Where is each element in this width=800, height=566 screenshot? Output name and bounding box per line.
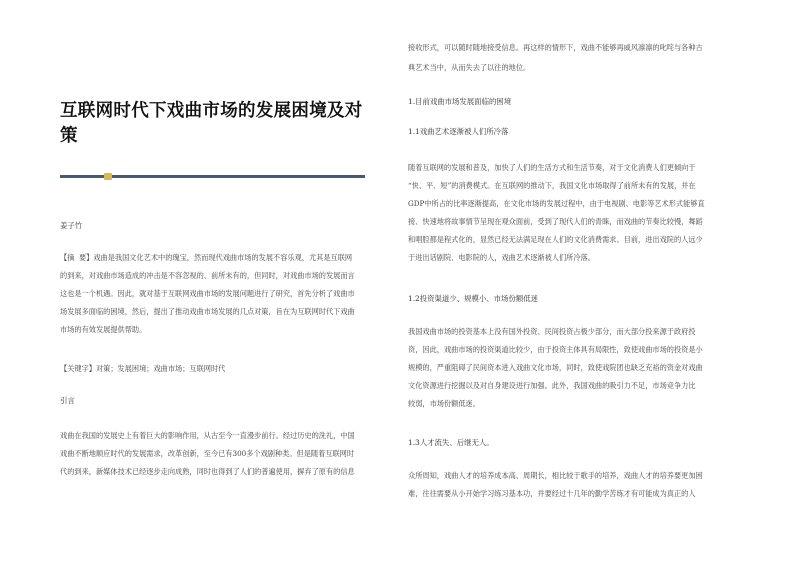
paragraph-line: 随着互联网的发展和普及，加快了人们的生活方式和生活节奏，对于文化消费人们更倾向于 bbox=[408, 163, 696, 172]
paragraph-line: 典艺术当中，从而失去了以往的地位。 bbox=[408, 63, 531, 72]
section-heading: 1.目前戏曲市场发展面临的困境 bbox=[408, 97, 512, 106]
left-column bbox=[60, 0, 370, 566]
abstract-line: 市场的有效发展提供帮助。 bbox=[60, 325, 147, 334]
paragraph-line: 接收形式，可以随时随地接受信息。再这样的情形下，戏曲不能够再威风凛凛的叱咤与各种古 bbox=[408, 43, 703, 52]
abstract-line: 这也是一个机遇。因此，就对基于互联网戏曲市场的发展问题进行了研究，首先分析了戏曲市 bbox=[60, 289, 355, 298]
paragraph-line: 于进出话剧院、电影院的人，戏曲艺术逐渐被人们所冷落。 bbox=[408, 253, 595, 262]
paragraph-line: 难，往往需要从小开始学习练习基本功，并要经过十几年的勤学苦练才有可能成为真正的人 bbox=[408, 489, 696, 498]
paragraph-line: 和唱腔都是程式化的，显然已经无法满足现在人们的文化消费需求。目前，进出戏院的人远少 bbox=[408, 235, 703, 244]
title-divider-accent bbox=[104, 173, 112, 180]
abstract-line: 【摘 要】戏曲是我国文化艺术中的瑰宝，然而现代戏曲市场的发展不容乐观，尤其是互联网 bbox=[60, 253, 353, 262]
paragraph-line: 众所周知，戏曲人才的培养成本高、周期长，相比较于歌手的培养，戏曲人才的培养要更加困 bbox=[408, 471, 703, 480]
intro-heading: 引言 bbox=[60, 396, 75, 405]
paragraph-line: 资，因此，戏曲市场的投资渠道比较少，由于投资主体具有局限性，致使戏曲市场的投资是小 bbox=[408, 345, 703, 354]
intro-line: 戏曲在我国的发展史上有着巨大的影响作用，从古至今一直漫步前行。经过历史的洗礼，中国 bbox=[60, 431, 355, 440]
abstract-line: 场发展多面临的困境，然后，提出了推动戏曲市场发展的几点对策，旨在为互联网时代下戏曲 bbox=[60, 307, 355, 316]
subsection-heading: 1.2投资渠道少、规模小、市场份额低迷 bbox=[408, 294, 539, 303]
paragraph-line: GDP中所占的比率逐渐提高，在文化市场的发展过程中，由于电视剧、电影等艺术形式能够直 bbox=[408, 199, 705, 208]
paragraph-line: “快、平、短”的消费模式。在互联网的推动下，我国文化市场取得了前所未有的发展，并在 bbox=[408, 181, 696, 190]
paper-title: 互联网时代下戏曲市场的发展困境及对策 bbox=[60, 101, 363, 146]
intro-line: 代的到来，新媒体技术已经逐步走向成熟，同时也得到了人们的普遍使用，摒弃了原有的信息 bbox=[60, 467, 355, 476]
keywords-line: 【关键字】对策；发展困境；戏曲市场；互联网时代 bbox=[60, 364, 226, 373]
paragraph-line: 接、快速地将故事情节呈现在观众面前，受到了现代人们的青睐，而戏曲的节奏比较慢，舞蹈 bbox=[408, 217, 703, 226]
paragraph-line: 文化资源进行挖掘以及对自身建设进行加强。此外，我国戏曲的吸引力不足，市场竞争力比 bbox=[408, 381, 696, 390]
subsection-heading: 1.3人才流失、后继无人。 bbox=[408, 438, 494, 447]
subsection-heading: 1.1戏曲艺术逐渐被人们所冷落 bbox=[408, 127, 509, 136]
paragraph-line: 较弱，市场份额低迷。 bbox=[408, 399, 480, 408]
abstract-line: 的到来，对戏曲市场造成的冲击是不容忽视的、前所未有的，但同时，对戏曲市场的发展而言 bbox=[60, 271, 355, 280]
paragraph-line: 规模的，严重阻碍了民间资本进入戏曲文化市场，同时，致使戏院团也缺乏充裕的资金对戏曲 bbox=[408, 363, 703, 372]
author-name: 姜子竹 bbox=[60, 221, 83, 230]
paragraph-line: 我国戏曲市场的投资基本上没有国外投资、民间投资占极少部分，而大部分投来源于政府投 bbox=[408, 327, 696, 336]
right-column bbox=[408, 0, 748, 566]
intro-line: 戏曲不断地顺应时代的发展需求，改革创新，至今已有300多个戏剧种类。但是随着互联网时 bbox=[60, 449, 355, 458]
